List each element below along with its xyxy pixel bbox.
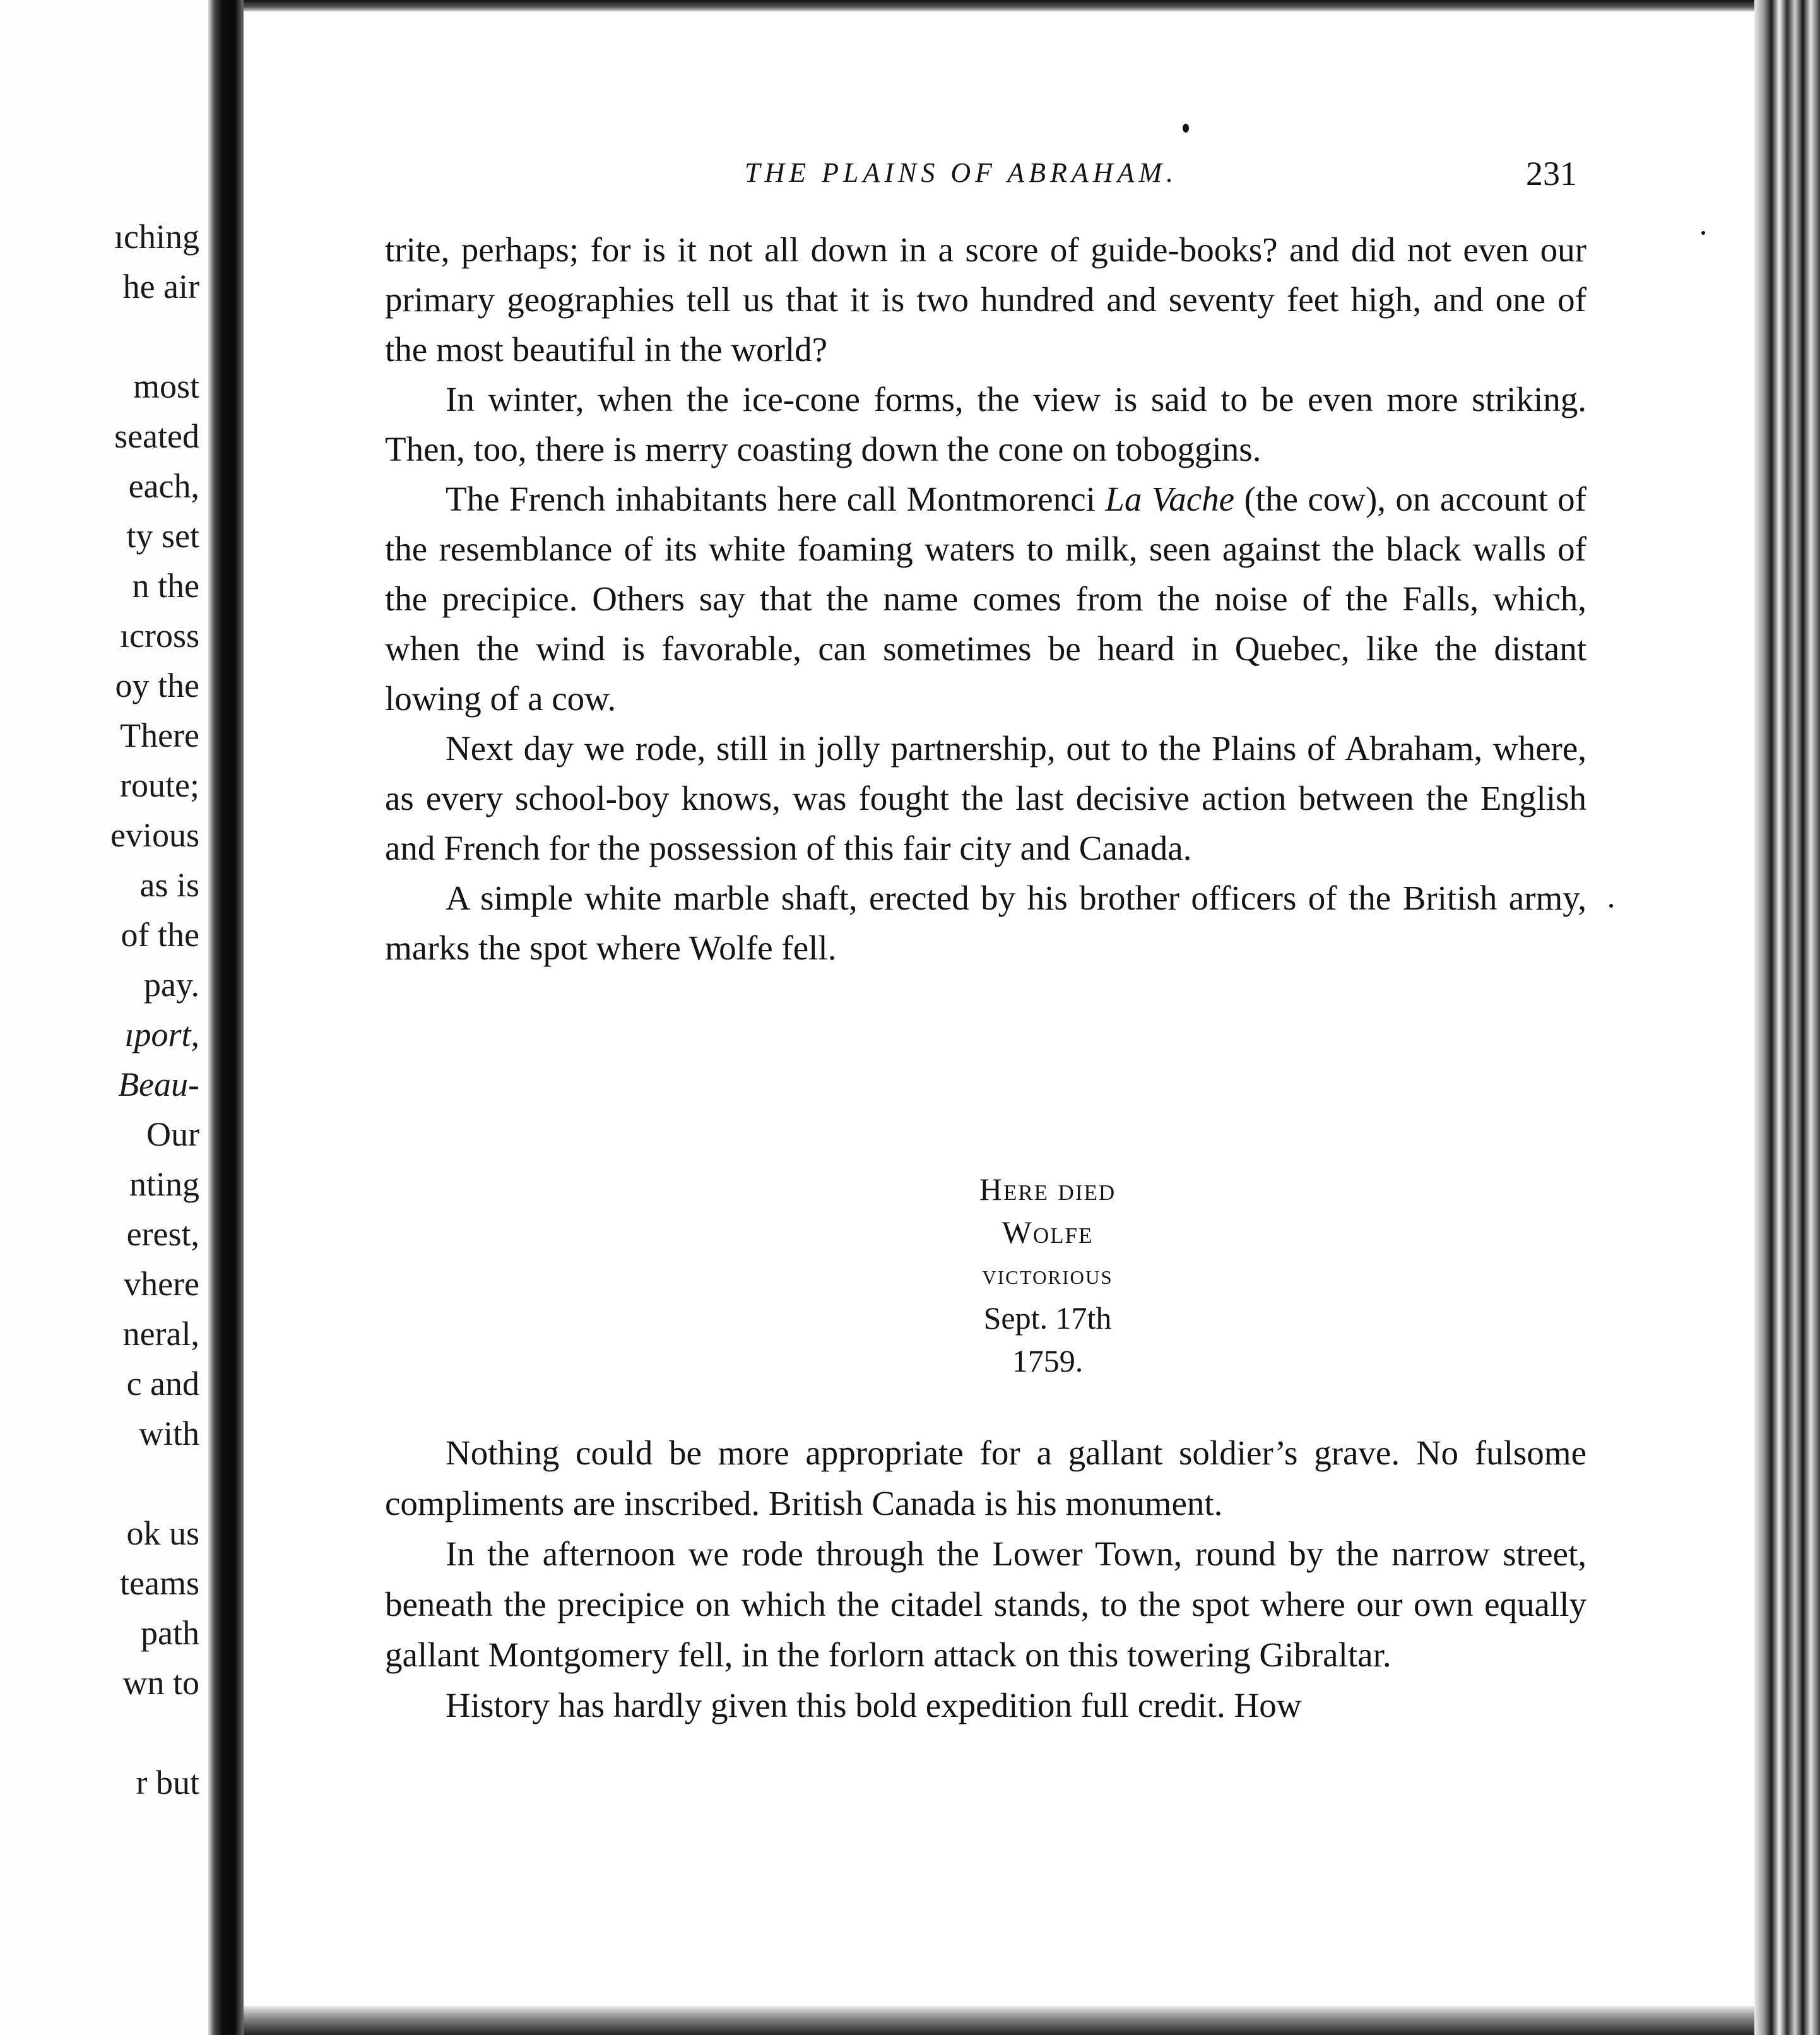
left-page-fragment: neral, (122, 1315, 199, 1353)
inscription-line-5: 1759. (1012, 1343, 1084, 1379)
left-page-fragment: route; (120, 766, 199, 804)
left-page-fragment: ty set (126, 517, 199, 555)
paragraph-la-vache-start: The French inhabitants here call Montmorenci (446, 480, 1106, 518)
left-page-fragment: with (138, 1415, 199, 1452)
left-page-fragment: ıport, (124, 1016, 199, 1053)
left-page-fragment: c and (126, 1365, 199, 1403)
left-page-fragment: wn to (122, 1664, 199, 1702)
paragraph-la-vache-end: (the cow), on account of the resemblance of its white foaming waters to milk, seen against the black walls of the precipice. Others say that the name comes from the noise of the Falls, which, when the wind is favorable, can sometimes be heard in Quebec, like the distant lowing of a cow. (385, 480, 1587, 718)
left-page-fragment: nting (129, 1165, 199, 1203)
left-page-fragment: r but (136, 1764, 199, 1801)
left-page-fragment: ok us (126, 1514, 199, 1552)
left-page-fragment: Our (146, 1115, 199, 1153)
ink-speck (1701, 231, 1705, 235)
paragraph-winter: In winter, when the ice-cone forms, the view is said to be even more striking. Then, too, there is merry coasting down the cone on toboggins. (385, 380, 1587, 468)
inscription-line-1: Here died (979, 1172, 1116, 1207)
left-page-fragment: evious (110, 816, 199, 854)
page-top-edge (244, 0, 1754, 11)
paragraph-marble-shaft: A simple white marble shaft, erected by his brother officers of the British army, marks the spot where Wolfe fell. (385, 879, 1587, 967)
inscription-line-2: Wolfe (1002, 1214, 1094, 1250)
book-right-edge (1754, 0, 1820, 2035)
paragraph-history: History has hardly given this bold expedition full credit. How (446, 1686, 1302, 1724)
running-head: THE PLAINS OF ABRAHAM. (745, 157, 1178, 188)
paragraph-continued: trite, perhaps; for is it not all down in a score of guide-books? and did not even our primary geographies tell us that it is two hundred and seventy feet high, and one of the most beautiful in the world? (385, 230, 1587, 369)
monument-inscription (795, 1168, 1300, 1382)
ink-speck (1609, 904, 1613, 908)
la-vache-italic: La Vache (1105, 480, 1235, 518)
left-page-fragment: erest, (126, 1215, 199, 1253)
left-page-fragment: of the (121, 916, 199, 954)
page-number: 231 (1526, 155, 1577, 193)
inscription-line-3: victorious (982, 1259, 1113, 1290)
body-text-top (385, 225, 1587, 973)
left-page-fragment: most (133, 367, 199, 405)
left-page-fragment: Beau- (118, 1065, 199, 1103)
left-page-fragment: ıcross (120, 617, 199, 655)
left-page-fragment: path (141, 1614, 199, 1652)
left-page-fragment: each, (128, 467, 199, 505)
page-bottom-edge (244, 2006, 1754, 2035)
left-page-fragment: pay. (144, 966, 199, 1004)
left-page-fragment: seated (114, 417, 199, 455)
paragraph-plains: Next day we rode, still in jolly partnership, out to the Plains of Abraham, where, as every school-boy knows, was fought the last decisive action between the English and French for the possession of this fair city and Canada. (385, 729, 1587, 867)
left-facing-page (0, 0, 208, 2035)
paragraph-lower-town: In the afternoon we rode through the Lower Town, round by the narrow street, beneath the precipice on which the citadel stands, to the spot where our own equally gallant Montgomery fell, in the forlorn attack on this towering Gibraltar. (385, 1534, 1587, 1674)
left-page-fragment: There (120, 716, 199, 754)
paragraph-la-vache (385, 474, 1587, 723)
ink-speck (1183, 124, 1189, 133)
left-page-fragment: vhere (124, 1265, 199, 1303)
left-page-fragment: ıching (114, 218, 199, 256)
left-page-fragment: oy the (115, 667, 199, 704)
left-page-fragment: n the (132, 567, 199, 605)
body-text-bottom (385, 1428, 1587, 1731)
left-page-fragment: as is (139, 866, 199, 904)
book-gutter (208, 0, 244, 2035)
paragraph-soldiers-grave: Nothing could be more appropriate for a gallant soldier’s grave. No fulsome compliments are inscribed. British Canada is his monument. (385, 1433, 1587, 1522)
left-page-fragment: he air (122, 268, 199, 306)
left-page-fragment: teams (120, 1564, 199, 1602)
inscription-line-4: Sept. 17th (983, 1300, 1112, 1336)
